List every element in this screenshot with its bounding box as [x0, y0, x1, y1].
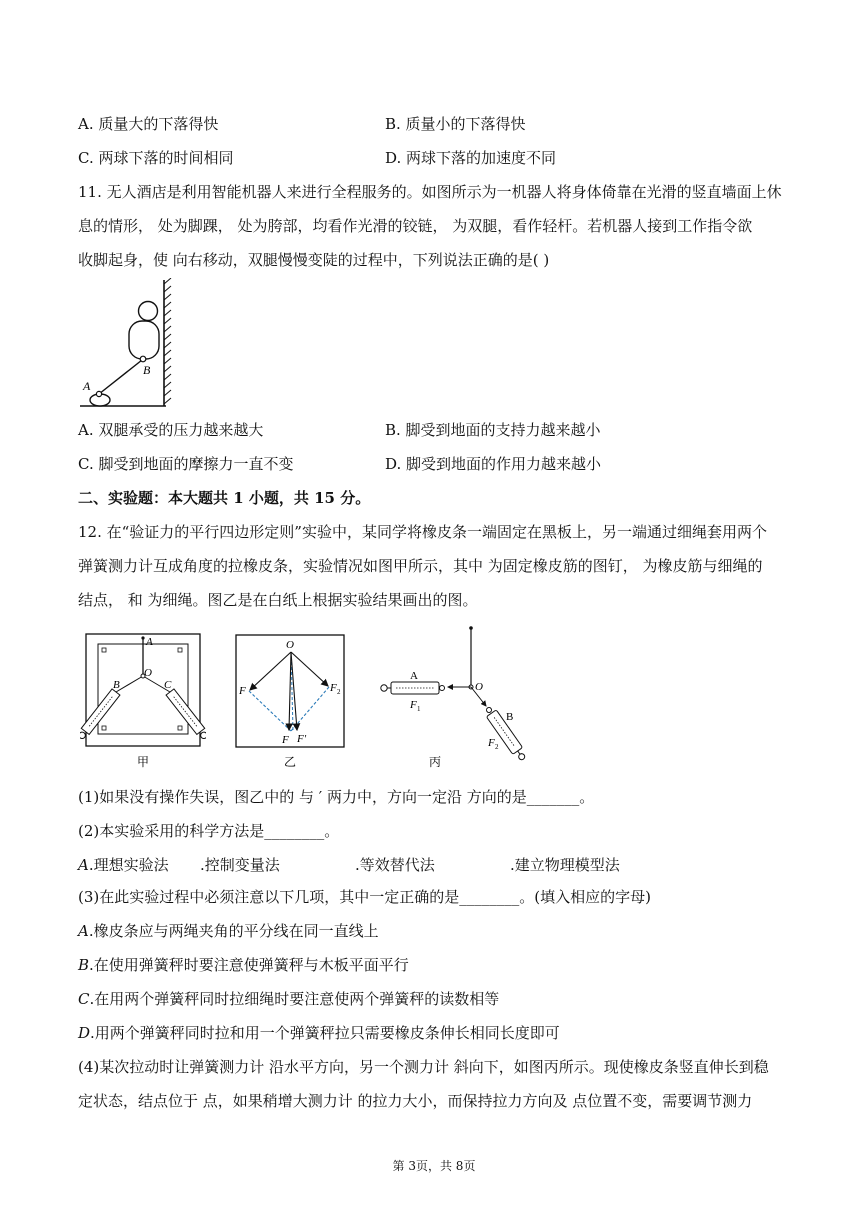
q10-option-d: D. 两球下落的加速度不同 — [385, 149, 557, 167]
page-footer: 第 3页，共 8页 — [392, 1159, 476, 1173]
fig-bing-label-f2: F — [488, 737, 495, 749]
q12-sub3-item-d: D.用两个弹簧秤同时拉和用一个弹簧秤拉只需要橡皮条伸长相同长度即可 — [78, 1024, 560, 1042]
fig-jia-label-b: B — [113, 679, 120, 691]
q10-option-c: C. 两球下落的时间相同 — [78, 149, 234, 167]
fig-bing — [376, 622, 536, 770]
q11-option-d: D. 脚受到地面的作用力越来越小 — [385, 455, 602, 473]
fig-jia-caption: 甲 — [137, 755, 150, 769]
fig-bing-label-b: B — [506, 711, 514, 723]
fig-yi-caption: 乙 — [284, 755, 297, 769]
q11-label-b: B — [143, 363, 151, 377]
q12-sub2: (2)本实验采用的科学方法是________。 — [78, 822, 340, 840]
q12-stem-line-3: 结点， 和 为细绳。图乙是在白纸上根据实验结果画出的图。 — [78, 591, 478, 609]
q10-option-a: A. 质量大的下落得快 — [78, 115, 219, 133]
q11-stem-line-3: 收脚起身，使 向右移动，双腿慢慢变陡的过程中，下列说法正确的是( ) — [78, 251, 550, 269]
q12-sub3-item-b: B.在使用弹簧秤时要注意使弹簧秤与木板平面平行 — [78, 956, 409, 974]
fig-bing-caption: 丙 — [429, 755, 442, 769]
fig-jia-label-a: A — [146, 636, 153, 648]
q12-sub4-line-2: 定状态，结点位于 点，如果稍增大测力计 的拉力大小，而保持拉力方向及 点位置不变，需要调节测力 — [78, 1092, 753, 1110]
q12-sub2-choice-a: A.理想实验法 — [78, 856, 169, 874]
q12-sub2-choice-d: .建立物理模型法 — [510, 856, 620, 874]
fig-yi-label-f2-sub: 2 — [337, 688, 341, 696]
fig-yi-label-o: O — [286, 639, 294, 651]
q11-option-c: C. 脚受到地面的摩擦力一直不变 — [78, 455, 294, 473]
q11-robot-figure — [78, 278, 183, 410]
q12-sub3-item-c: C.在用两个弹簧秤同时拉细绳时要注意使两个弹簧秤的读数相等 — [78, 990, 500, 1008]
q12-stem-line-2: 弹簧测力计互成角度的拉橡皮条，实验情况如图甲所示，其中 为固定橡皮筋的图钉， 为橡皮筋与细绳的 — [78, 557, 763, 575]
q11-label-a: A — [83, 379, 91, 393]
fig-bing-label-f1-sub: 1 — [417, 705, 421, 713]
q11-stem-line-2: 息的情形， 处为脚踝， 处为胯部，均看作光滑的铰链， 为双腿，看作轻杆。若机器人接到工作指令欲 — [78, 217, 753, 235]
q12-sub3-item-a: A.橡皮条应与两绳夹角的平分线在同一直线上 — [78, 922, 379, 940]
fig-bing-label-o: O — [475, 681, 483, 693]
q11-option-a: A. 双腿承受的压力越来越大 — [78, 421, 264, 439]
q12-sub3: (3)在此实验过程中必须注意以下几项，其中一定正确的是________。(填入相应的字母) — [78, 888, 651, 906]
q12-sub2-choice-c: .等效替代法 — [355, 856, 435, 874]
fig-yi-label-f2: F — [330, 682, 337, 694]
fig-jia-label-c: C — [164, 679, 172, 691]
fig-yi-label-f: F — [282, 734, 289, 746]
fig-bing-label-a: A — [410, 670, 418, 682]
section-heading: 二、实验题：本大题共 1 小题，共 15 分。 — [78, 489, 371, 507]
q11-stem-line-1: 11. 无人酒店是利用智能机器人来进行全程服务的。如图所示为一机器人将身体倚靠在光滑的竖直墙面上休 — [78, 183, 782, 201]
fig-yi-label-f1: F — [239, 685, 246, 697]
fig-bing-label-f2-sub: 2 — [495, 743, 499, 751]
fig-yi — [233, 630, 349, 770]
q12-sub2-choice-b: .控制变量法 — [200, 856, 280, 874]
q12-stem-line-1: 12. 在“验证力的平行四边形定则”实验中，某同学将橡皮条一端固定在黑板上，另一端通过细绳套用两个 — [78, 523, 767, 541]
fig-yi-label-fp: F′ — [297, 733, 307, 745]
fig-jia — [80, 630, 206, 770]
q12-sub1: (1)如果没有操作失误，图乙中的 与 ′ 两力中，方向一定沿 方向的是_______。 — [78, 788, 595, 806]
fig-bing-label-f1: F — [410, 699, 417, 711]
q10-option-b: B. 质量小的下落得快 — [385, 115, 526, 133]
q12-sub4-line-1: (4)某次拉动时让弹簧测力计 沿水平方向，另一个测力计 斜向下，如图丙所示。现使橡皮条竖直伸长到稳 — [78, 1058, 769, 1076]
fig-jia-label-o: O — [144, 667, 152, 679]
q11-option-b: B. 脚受到地面的支持力越来越小 — [385, 421, 601, 439]
